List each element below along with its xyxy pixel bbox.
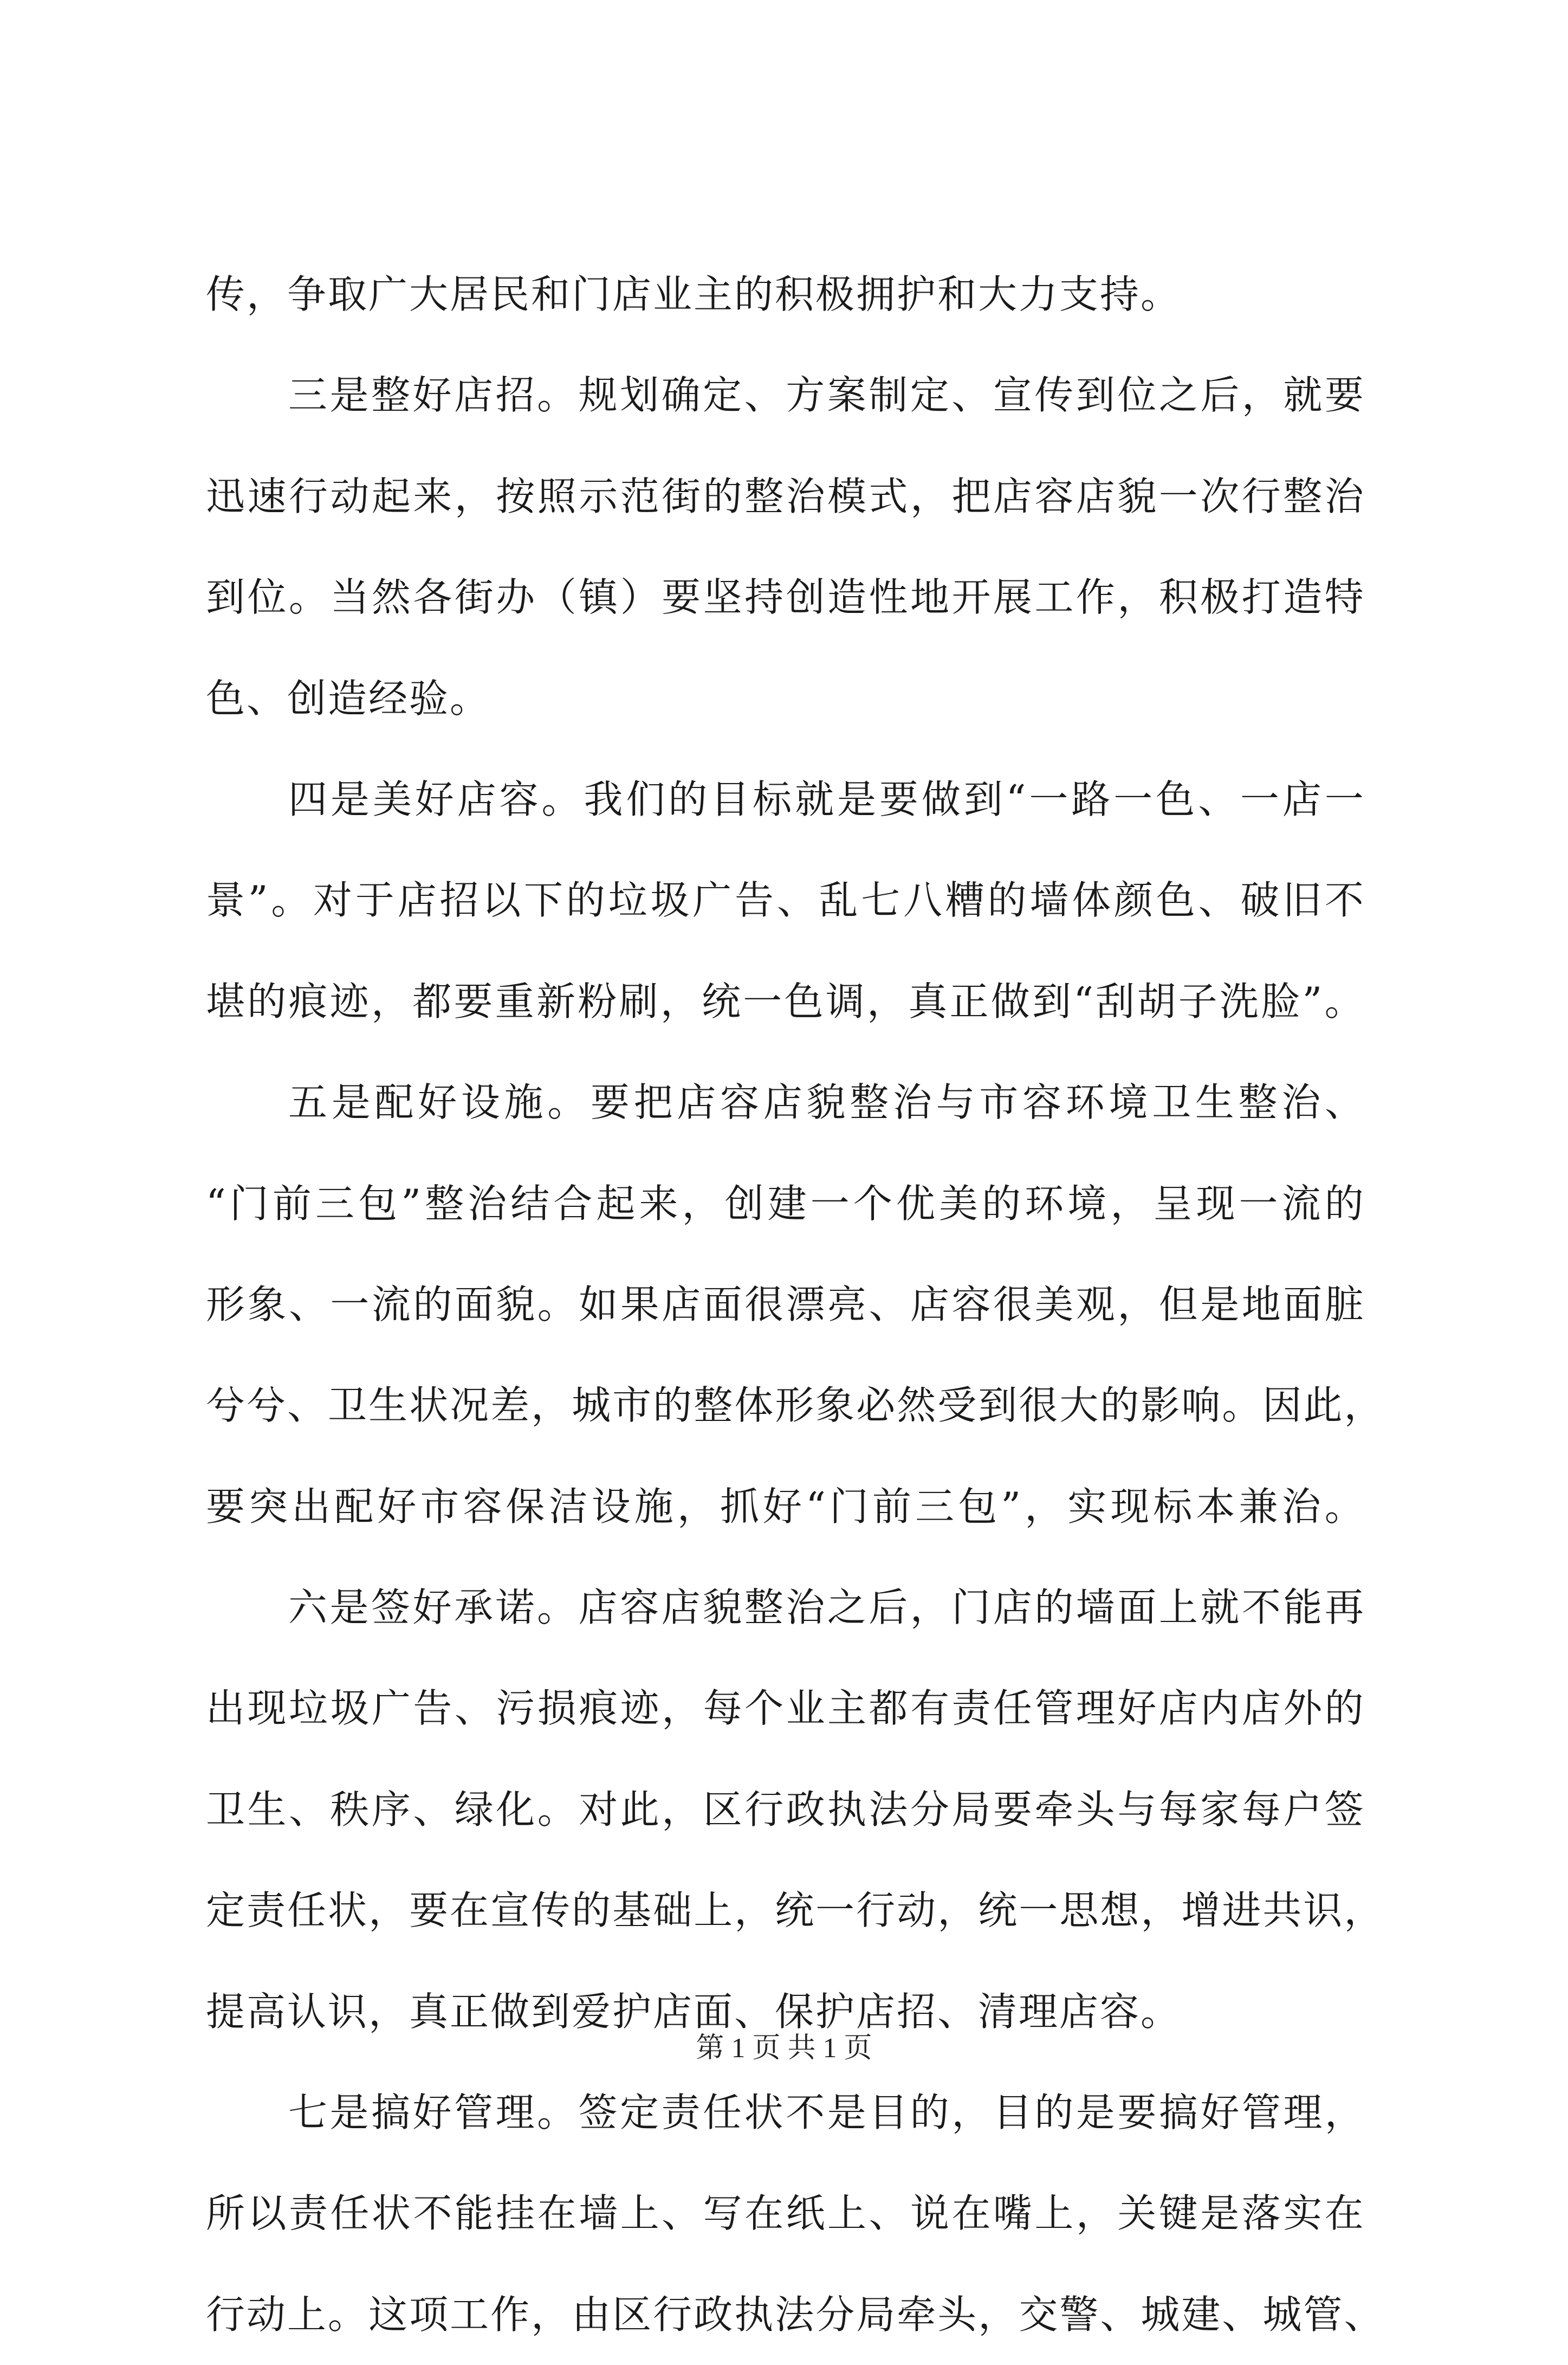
text-line: 传，争取广大居民和门店业主的积极拥护和大力支持。 bbox=[206, 272, 1182, 317]
text-line: 所 以 责 任 状 不 能 挂 在 墙 上 、 写 在 纸 上 、 说 在 嘴 上 ， 关 键 是 落 实 在 bbox=[206, 2190, 1365, 2237]
text-line: “ 门 前 三 包 ” 整 治 结 合 起 来 ， 创 建 一 个 优 美 的 环 境 ， 呈 现 一 流 的 bbox=[206, 1180, 1365, 1226]
text-line: 迅 速 行 动 起 来 ， 按 照 示 范 街 的 整 治 模 式 ， 把 店 容 店 貌 一 次 行 整 治 bbox=[206, 473, 1365, 519]
text-line: 五 是 配 好 设 施 。 要 把 店 容 店 貌 整 治 与 市 容 环 境 卫 生 整 治 、 bbox=[288, 1080, 1365, 1126]
text-line: 要 突 出 配 好 市 容 保 洁 设 施 ， 抓 好 “ 门 前 三 包 ” ， 实 现 标 本 兼 治 。 bbox=[206, 1483, 1365, 1529]
text-line: 定 责 任 状 ， 要 在 宣 传 的 基 础 上 ， 统 一 行 动 ， 统 一 思 想 ， 增 进 共 识 ， bbox=[206, 1888, 1385, 1934]
text-line: 到 位 。 当 然 各 街 办 （ 镇 ） 要 坚 持 创 造 性 地 开 展 工 作 ， 积 极 打 造 特 bbox=[206, 574, 1365, 621]
text-line: 七 是 搞 好 管 理 。 签 定 责 任 状 不 是 目 的 ， 目 的 是 要 搞 好 管 理 ， bbox=[288, 2090, 1365, 2136]
text-line: 行 动 上 。 这 项 工 作 ， 由 区 行 政 执 法 分 局 牵 头 ， 交 警 、 城 建 、 城 管 、 bbox=[206, 2291, 1385, 2337]
page-footer: 第 1 页 共 1 页 bbox=[696, 2033, 872, 2064]
text-line: 提高认识，真正做到爱护店面、保护店招、清理店容。 bbox=[206, 1988, 1182, 2034]
text-line: 色、创造经验。 bbox=[206, 675, 491, 721]
text-line: 景 ” 。 对 于 店 招 以 下 的 垃 圾 广 告 、 乱 七 八 糟 的 墙 体 颜 色 、 破 旧 不 bbox=[206, 877, 1365, 923]
text-line: 兮 兮 、 卫 生 状 况 差 ， 城 市 的 整 体 形 象 必 然 受 到 很 大 的 影 响 。 因 此 ， bbox=[206, 1382, 1385, 1429]
text-line: 卫 生 、 秩 序 、 绿 化 。 对 此 ， 区 行 政 执 法 分 局 要 牵 头 与 每 家 每 户 签 bbox=[206, 1786, 1365, 1832]
text-line: 三 是 整 好 店 招 。 规 划 确 定 、 方 案 制 定 、 宣 传 到 位 之 后 ， 就 要 bbox=[288, 372, 1365, 418]
text-line: 出 现 垃 圾 广 告 、 污 损 痕 迹 ， 每 个 业 主 都 有 责 任 管 理 好 店 内 店 外 的 bbox=[206, 1685, 1365, 1731]
text-line: 六 是 签 好 承 诺 。 店 容 店 貌 整 治 之 后 ， 门 店 的 墙 面 上 就 不 能 再 bbox=[288, 1585, 1365, 1631]
text-line: 四 是 美 好 店 容 。 我 们 的 目 标 就 是 要 做 到 “ 一 路 一 色 、 一 店 一 bbox=[288, 776, 1365, 822]
text-line: 形 象 、 一 流 的 面 貌 。 如 果 店 面 很 漂 亮 、 店 容 很 美 观 ， 但 是 地 面 脏 bbox=[206, 1281, 1365, 1327]
text-line: 堪 的 痕 迹 ， 都 要 重 新 粉 刷 ， 统 一 色 调 ， 真 正 做 到 “ 刮 胡 子 洗 脸 ” 。 bbox=[206, 978, 1365, 1024]
